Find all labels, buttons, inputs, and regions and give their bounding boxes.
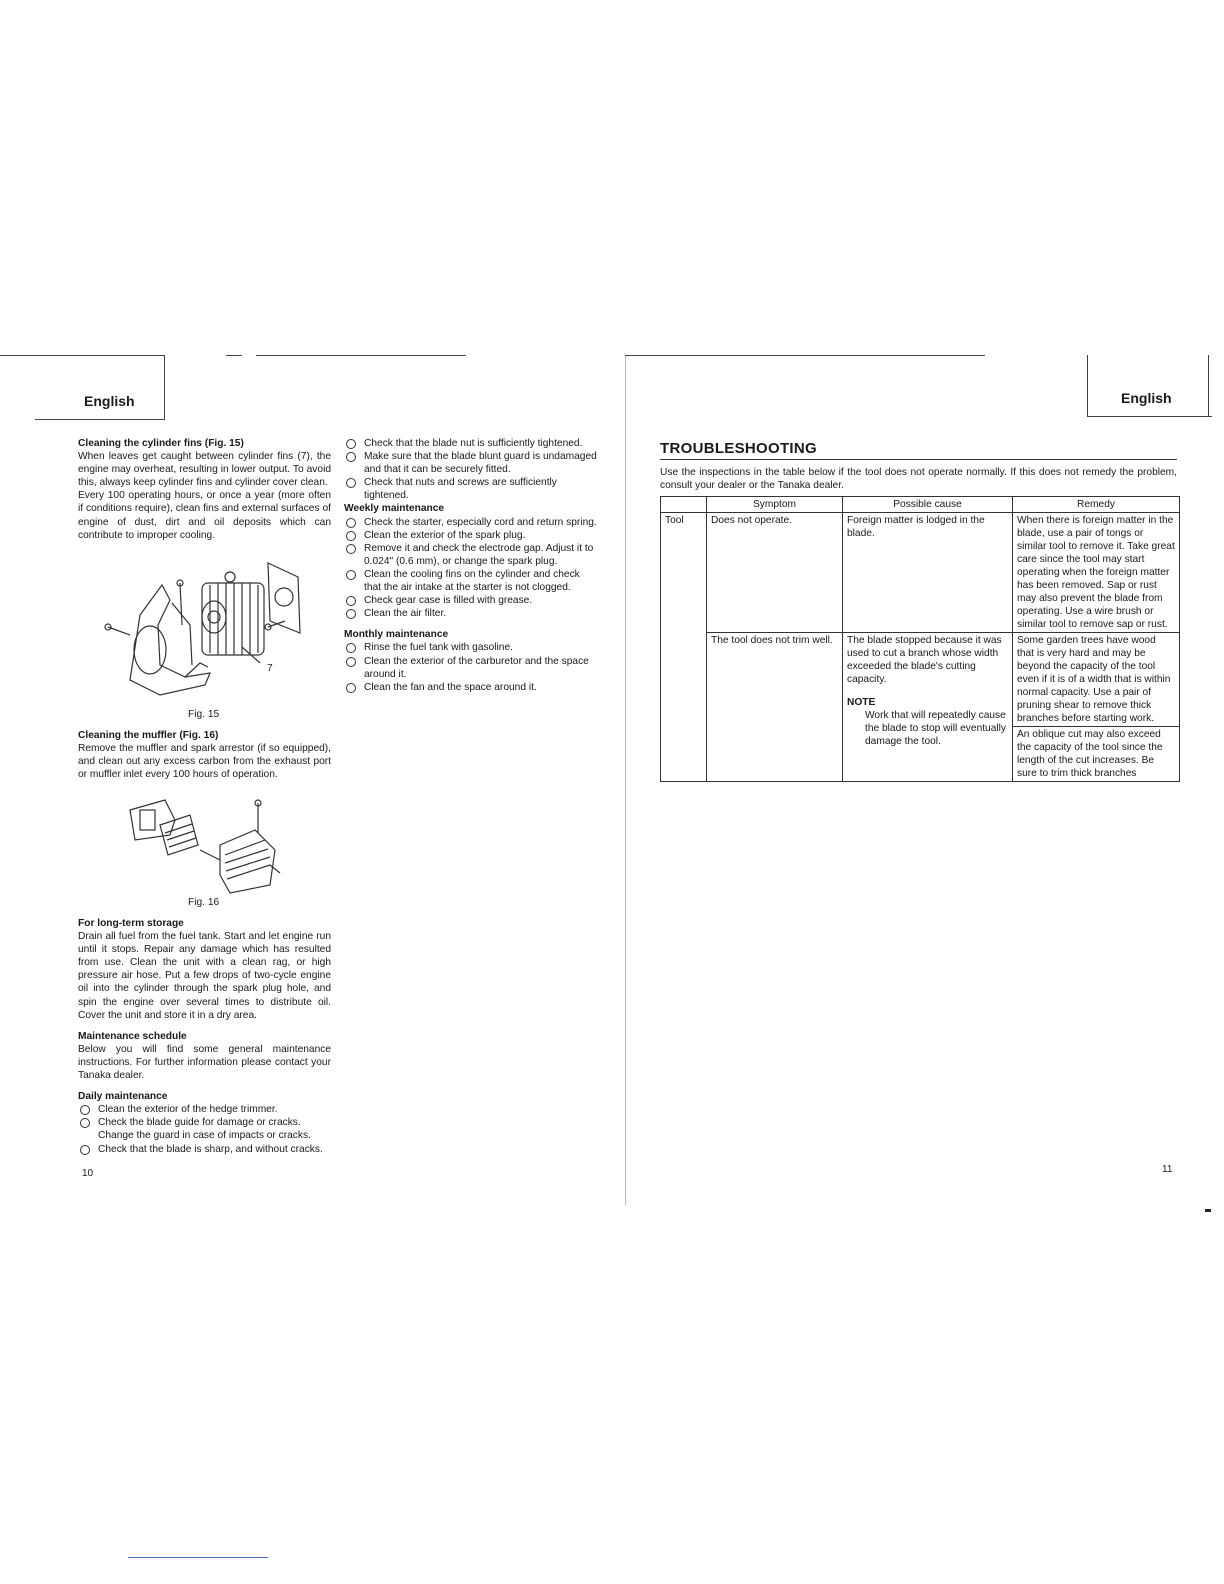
list-item: Clean the fan and the space around it. [344, 681, 597, 694]
lang-box-border [164, 355, 165, 420]
weekly-list [344, 516, 597, 621]
troubleshooting-section [660, 440, 1177, 782]
header-rule-dash [226, 355, 242, 356]
paragraph-schedule: Below you will find some general maintenance instructions. For further information please contact your Tanaka dealer. [78, 1043, 331, 1082]
troubleshooting-title: TROUBLESHOOTING [660, 440, 817, 457]
lang-box-bottom [35, 419, 165, 420]
list-item: Rinse the fuel tank with gasoline. [344, 641, 597, 654]
paragraph-fins-2: Every 100 operating hours, or once a year (more often if conditions require), clean fins and external surfaces of engine of dust, dirt and oil deposits which can contribute to improper cooling. [78, 490, 331, 541]
list-item: Make sure that the blade blunt guard is undamaged and that it can be securely fitted. [344, 450, 597, 476]
cause-cell [843, 633, 1013, 782]
section-maintenance-schedule [78, 1030, 331, 1082]
heading-storage: For long-term storage [78, 918, 184, 929]
symptom-cell: Does not operate. [707, 513, 843, 633]
header-rule-left [0, 355, 165, 356]
monthly-list [344, 641, 597, 693]
heading-weekly: Weekly maintenance [344, 503, 445, 515]
column-header [661, 497, 707, 513]
header-rule-right-page [625, 355, 985, 356]
list-item: Clean the exterior of the spark plug. [344, 529, 597, 542]
troubleshooting-intro: Use the inspections in the table below if the tool does not operate normally. If this does not remedy the problem, consult your dealer or the Tanaka dealer. [660, 467, 1177, 491]
page-number-right: 11 [1162, 1164, 1173, 1175]
symptom-cell: The tool does not trim well. [707, 633, 843, 782]
edge-mark [1205, 1209, 1211, 1212]
footer-link-underline [128, 1557, 268, 1558]
note-body: Work that will repeatedly cause the blade to stop will eventually damage the tool. [865, 710, 1007, 747]
left-page-column-2 [344, 437, 597, 694]
section-daily-maintenance [78, 1090, 331, 1155]
paragraph-muffler: Remove the muffler and spark arrestor (if so equipped), and clean out any excess carbon from the exhaust port or muffler inlet every 100 hours of operation. [78, 743, 331, 781]
remedy-cell: Some garden trees have wood that is very hard and may be beyond the capacity of the tool even if it is of a width that is within normal capacity. Use a pair of pruning shear to remove thick branches before starting work. [1013, 633, 1180, 727]
column-header: Possible cause [843, 497, 1013, 513]
list-item: Check the blade guide for damage or cracks. Change the guard in case of impacts or cracks. [78, 1116, 331, 1142]
page-gutter [625, 355, 626, 1205]
cause-cell: Foreign matter is lodged in the blade. [843, 513, 1013, 633]
header-rule-right [256, 355, 466, 356]
heading-monthly: Monthly maintenance [344, 629, 449, 641]
daily-continued-list [344, 437, 597, 502]
section-monthly-maintenance [344, 628, 597, 693]
fig16-illustration [120, 795, 290, 895]
list-item: Clean the air filter. [344, 607, 597, 620]
section-weekly-maintenance [344, 502, 597, 620]
list-item: Clean the exterior of the hedge trimmer. [78, 1103, 331, 1116]
language-label-left: English [84, 393, 135, 409]
list-item: Check the starter, especially cord and return spring. [344, 516, 597, 529]
title-underline [660, 459, 1177, 460]
fig16-caption: Fig. 16 [188, 897, 220, 908]
lang-box-bottom-right [1087, 416, 1212, 417]
troubleshooting-table [660, 496, 1180, 782]
language-label-right: English [1121, 390, 1172, 406]
heading-muffler: Cleaning the muffler (Fig. 16) [78, 730, 219, 741]
paragraph-storage: Drain all fuel from the fuel tank. Start and let engine run until it stops. Repair any damage which has resulted from use. Clean the unit with a clean rag, or high pressure air hose. Put a few drops of two-cycle engine oil into the cylinder through the spark plug hole, and spin the engine over several times to distribute oil. Cover the unit and store it in a dry area. [78, 931, 331, 1021]
list-item: Check that nuts and screws are sufficiently tightened. [344, 476, 597, 502]
table-row [661, 513, 1180, 633]
remedy-cell: When there is foreign matter in the blade, use a pair of tongs or similar tool to remove it. Take great care since the tool may start operating when the foreign matter has been removed. Sap or rust may also prevent the blade from operating. Use a wire brush or similar tool to remove sap or rust. [1013, 513, 1180, 633]
left-page-column-1-lower [78, 917, 331, 1156]
list-item: Remove it and check the electrode gap. Adjust it to 0.024" (0.6 mm), or change the spark plug. [344, 542, 597, 568]
list-item: Clean the exterior of the carburetor and the space around it. [344, 655, 597, 681]
column-header: Remedy [1013, 497, 1180, 513]
page-number-left: 10 [82, 1168, 94, 1179]
lang-box-border-right [1087, 355, 1088, 417]
fig15-caption: Fig. 15 [188, 709, 220, 720]
list-item: Check that the blade nut is sufficiently tightened. [344, 437, 597, 450]
fig15-callout-7: 7 [267, 663, 273, 674]
cause-text: The blade stopped because it was used to cut a branch whose width exceeded the blade's cutting capacity. [847, 635, 1002, 685]
note-heading: NOTE [847, 697, 876, 708]
edge-rule-right [1208, 355, 1209, 417]
left-page-column-1 [78, 437, 331, 550]
section-muffler [78, 729, 331, 781]
section-long-term-storage [78, 917, 331, 1022]
fig15-illustration [100, 555, 320, 705]
heading-daily: Daily maintenance [78, 1091, 168, 1103]
heading-schedule: Maintenance schedule [78, 1030, 187, 1042]
section-cylinder-fins [78, 437, 331, 542]
table-header-row [661, 497, 1180, 513]
table-row [661, 633, 1180, 727]
list-item: Check gear case is filled with grease. [344, 594, 597, 607]
daily-list [78, 1103, 331, 1155]
column-header: Symptom [707, 497, 843, 513]
list-item: Check that the blade is sharp, and without cracks. [78, 1143, 331, 1156]
remedy-cell: An oblique cut may also exceed the capacity of the tool since the length of the cut increases. Be sure to trim thick branches [1013, 727, 1180, 782]
list-item: Clean the cooling fins on the cylinder and check that the air intake at the starter is not clogged. [344, 568, 597, 594]
paragraph-fins-1: When leaves get caught between cylinder fins (7), the engine may overheat, resulting in lower output. To avoid this, always keep cylinder fins and cylinder cover clean. [78, 451, 331, 489]
heading-cylinder-fins: Cleaning the cylinder fins (Fig. 15) [78, 438, 244, 449]
row-group-cell: Tool [661, 513, 707, 782]
